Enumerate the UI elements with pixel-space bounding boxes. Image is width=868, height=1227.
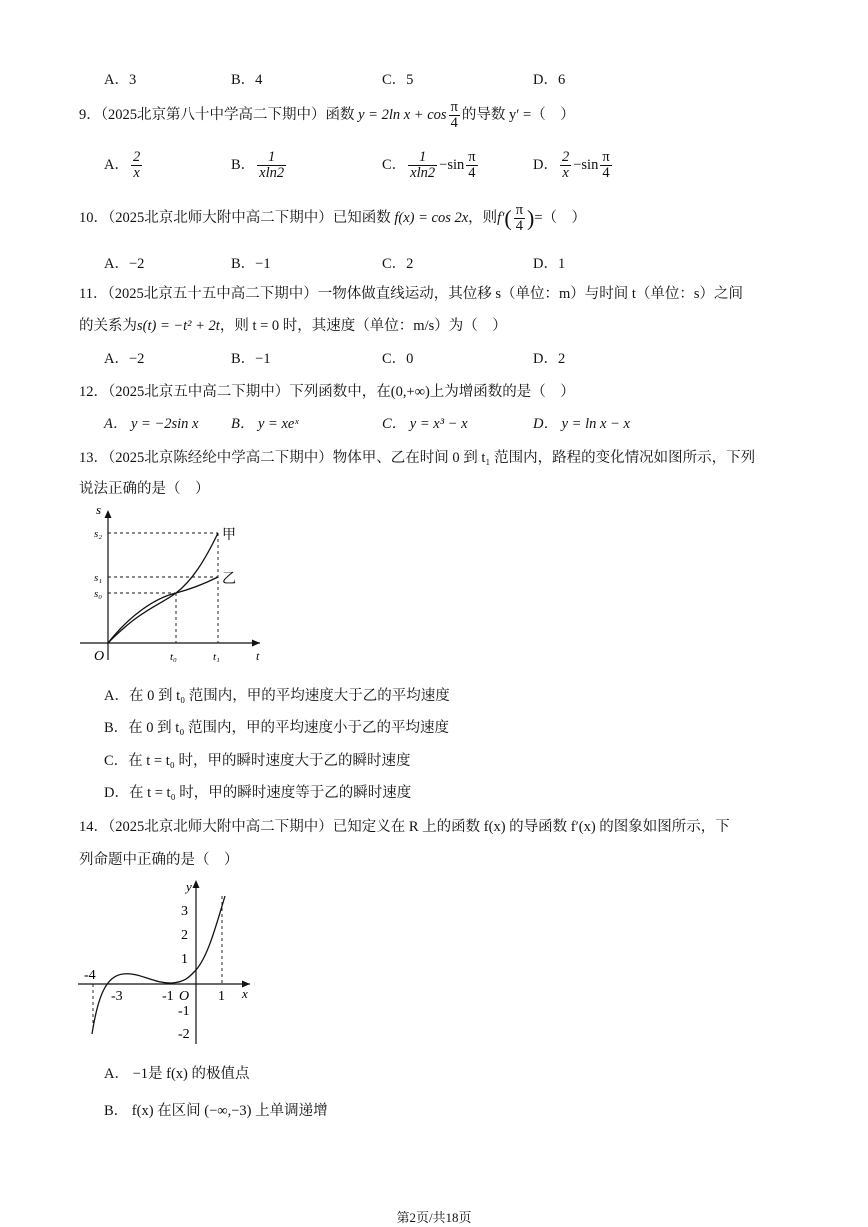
q12-stem: 12．（2025北京五中高二下期中）下列函数中，在(0,+∞)上为增函数的是（ ）	[79, 384, 575, 400]
q11-stem-line2: 的关系为s(t) = −t² + 2t，则 t = 0 时，其速度（单位：m/s）为（ ）	[79, 318, 507, 334]
q9-stem: 9．（2025北京第八十中学高二下期中）函数 y = 2ln x + cos $\frac{\pi}{4}$ 的导数 y′ =（ ）	[79, 99, 575, 132]
q14-xm4-label: -4	[84, 968, 96, 983]
q13-origin-label: O	[94, 649, 105, 664]
q12-option-b: B． y = xeˣ	[231, 416, 299, 432]
q8-option-b: B．4	[231, 72, 263, 88]
q10-stem: 10．（2025北京北师大附中高二下期中）已知函数 f(x) = cos 2x，则f′( $\frac{\pi}{4}$ )=（ ）	[79, 202, 587, 235]
q11-option-b: B．−1	[231, 351, 271, 367]
q14-ym1-label: -1	[178, 1004, 190, 1019]
q13-s1-label: s₁	[94, 572, 103, 584]
q14-option-a: A． −1是 f(x) 的极值点	[104, 1066, 250, 1082]
q8-option-a: A．3	[104, 72, 137, 88]
q11-stem-line1: 11．（2025北京五十五中高二下期中）一物体做直线运动，其位移 s（单位：m）与时间 t（单位：s）之间	[79, 286, 744, 302]
q8-option-d: D．6	[533, 72, 566, 88]
q11-option-a: A．−2	[104, 351, 145, 367]
page-footer: 第2页/共18页	[396, 1210, 472, 1225]
q14-stem-line2: 列命题中正确的是（ ）	[79, 852, 239, 868]
q13-stem-line1: 13．（2025北京陈经纶中学高二下期中）物体甲、乙在时间 0 到 t₁ 范围内，路程的变化情况如图所示，下列	[79, 450, 756, 466]
q12-option-d: D． y = ln x − x	[533, 416, 630, 432]
q13-option-c: C．在 t = t₀ 时，甲的瞬时速度大于乙的瞬时速度	[104, 753, 411, 769]
q14-y3-label: 3	[181, 904, 188, 919]
q9-option-b: B． $\frac{1}{xln2}$	[231, 149, 285, 182]
q13-curve-jia	[108, 533, 218, 643]
q14-y-arrow-icon	[193, 880, 200, 888]
q13-distance-time-graph	[80, 500, 280, 670]
q9-fraction: $\frac{\pi}{4}$	[450, 99, 458, 132]
q13-option-b: B．在 0 到 t₀ 范围内，甲的平均速度小于乙的平均速度	[104, 720, 450, 736]
q14-x-label: x	[242, 986, 248, 1001]
q10-option-c: C．2	[382, 256, 414, 272]
q9-option-d: D． $\frac{2}{x}$ −sin $\frac{\pi}{4}$	[533, 149, 610, 182]
q10-option-b: B．−1	[231, 256, 271, 272]
q13-y-arrow-icon	[105, 510, 112, 518]
q14-xm1-label: -1	[162, 989, 174, 1004]
q13-option-a: A．在 0 到 t₀ 范围内，甲的平均速度大于乙的平均速度	[104, 688, 450, 704]
q14-xm3-label: -3	[111, 989, 123, 1004]
q14-y-label: y	[186, 879, 192, 894]
q14-ym2-label: -2	[178, 1027, 190, 1042]
q14-y1-label: 1	[181, 952, 188, 967]
q9-option-c: C． $\frac{1}{xln2}$ −sin $\frac{\pi}{4}$	[382, 149, 476, 182]
q11-option-d: D．2	[533, 351, 566, 367]
q10-option-a: A．−2	[104, 256, 145, 272]
q14-stem-line1: 14．（2025北京北师大附中高二下期中）已知定义在 R 上的函数 f(x) 的导函数 f′(x) 的图象如图所示，下	[79, 819, 730, 835]
q13-t1-label: t₁	[213, 651, 220, 663]
q12-option-c: C． y = x³ − x	[382, 416, 468, 432]
q13-y-label: s	[96, 502, 102, 517]
q13-t0-label: t₀	[170, 651, 177, 663]
q13-x-label: t	[256, 649, 260, 663]
q9-formula: y = 2ln x + cos	[358, 107, 447, 124]
q12-option-a: A． y = −2sin x	[104, 416, 199, 432]
q14-option-b: B． f(x) 在区间 (−∞,−3) 上单调递增	[104, 1103, 328, 1119]
q8-option-c: C．5	[382, 72, 414, 88]
q13-s0-label: s₀	[94, 588, 103, 600]
q13-s2-label: s₂	[94, 528, 103, 540]
q13-curve-yi	[108, 577, 218, 643]
q14-derivative-curve	[92, 896, 225, 1034]
q13-curve-jia-label: 甲	[222, 527, 236, 543]
q13-x-arrow-icon	[252, 640, 260, 647]
q9-option-a: A． $\frac{2}{x}$	[104, 149, 141, 182]
q14-y2-label: 2	[181, 928, 188, 943]
q13-option-d: D．在 t = t₀ 时，甲的瞬时速度等于乙的瞬时速度	[104, 785, 412, 801]
q11-option-c: C．0	[382, 351, 414, 367]
q10-option-d: D．1	[533, 256, 566, 272]
q14-origin-label: O	[179, 989, 190, 1004]
q14-derivative-graph	[78, 876, 268, 1048]
q14-x1-label: 1	[218, 989, 225, 1004]
q13-curve-yi-label: 乙	[222, 571, 236, 587]
q13-stem-line2: 说法正确的是（ ）	[79, 481, 210, 497]
